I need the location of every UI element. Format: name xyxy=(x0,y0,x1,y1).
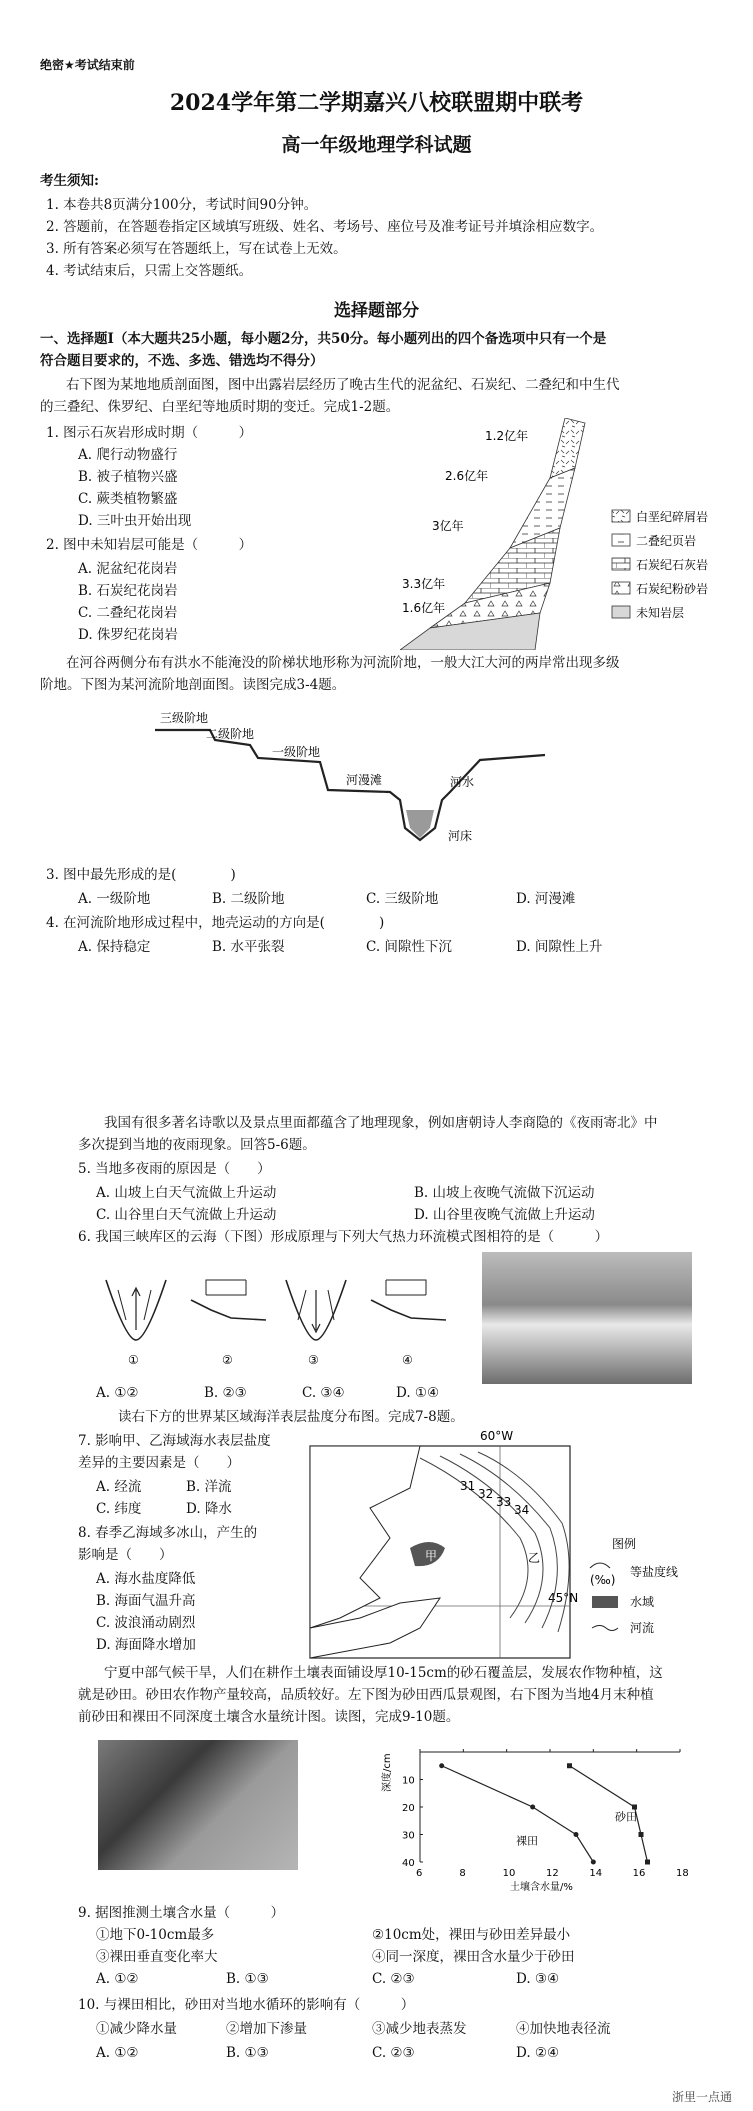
data-point xyxy=(567,1763,572,1768)
x-tick-label: 8 xyxy=(459,1868,466,1879)
option: D. 山谷里夜晚气流做上升运动 xyxy=(414,1207,595,1223)
question-stem: 8. 春季乙海域多冰山，产生的 xyxy=(78,1525,258,1541)
option: B. 洋流 xyxy=(186,1479,232,1495)
notice-heading: 考生须知: xyxy=(40,173,99,189)
diagram-label: ④ xyxy=(402,1353,413,1367)
intro-text: 的三叠纪、侏罗纪、白垩纪等地质时期的变迁。完成1-2题。 xyxy=(40,399,400,415)
question-stem: 差异的主要因素是（ ） xyxy=(78,1455,240,1471)
diagram-label: ① xyxy=(128,1353,139,1367)
circulation-diagram-1 xyxy=(106,1280,166,1367)
x-tick-label: 10 xyxy=(502,1868,516,1879)
layer-cretaceous xyxy=(550,418,585,478)
option: A. ①② xyxy=(96,1971,139,1987)
legend-isoline-symbol xyxy=(590,1563,610,1568)
option: D. 河漫滩 xyxy=(516,891,576,907)
option: D. 间隙性上升 xyxy=(516,939,603,955)
isoline-value: 34 xyxy=(514,1503,530,1517)
river-water-shape xyxy=(406,810,434,838)
circulation-diagram-4 xyxy=(371,1280,446,1367)
circulation-diagram-3 xyxy=(286,1280,346,1367)
intro-text: 就是砂田。砂田农作物产量较高，品质较好。左下图为砂田西瓜景观图，右下图为当地4月末种植 xyxy=(78,1687,654,1703)
option: A. 一级阶地 xyxy=(78,891,151,907)
intro-text: 我国有很多著名诗歌以及景点里面都蕴含了地理现象，例如唐朝诗人李商隐的《夜雨寄北》中 xyxy=(104,1115,658,1131)
region-label: 乙 xyxy=(528,1551,541,1565)
watermelon-sand-field-photo xyxy=(98,1740,298,1870)
series-label: 砂田 xyxy=(615,1810,637,1824)
question-stem: 5. 当地多夜雨的原因是（ ） xyxy=(78,1161,271,1177)
intro-text: 宁夏中部气候干旱，人们在耕作土壤表面铺设厚10-15cm的砂石覆盖层，发展农作物种植，这 xyxy=(104,1665,663,1681)
legend-label: 石炭纪石灰岩 xyxy=(636,558,709,572)
question-stem: 7. 影响甲、乙海域海水表层盐度 xyxy=(78,1433,271,1449)
salinity-map xyxy=(300,1428,700,1664)
question-stem: 2. 图中未知岩层可能是（ ） xyxy=(46,537,253,553)
series-line-裸田 xyxy=(442,1766,594,1862)
choice: ①减少降水量 xyxy=(96,2021,177,2037)
intro-text: 读右下方的世界某区域海洋表层盐度分布图。完成7-8题。 xyxy=(118,1409,464,1425)
choice: ①地下0-10cm最多 xyxy=(96,1927,215,1943)
section-instruction: 一、选择题Ⅰ（本大题共25小题，每小题2分，共50分。每小题列出的四个备选项中只有一个是 xyxy=(40,331,607,347)
question-stem: 1. 图示石灰岩形成时期（ ） xyxy=(46,425,253,441)
circulation-diagram-2 xyxy=(191,1280,266,1367)
terrace-label: 河床 xyxy=(448,829,473,843)
notice-item: 4. 考试结束后，只需上交答题纸。 xyxy=(46,263,253,279)
y-tick-label: 30 xyxy=(402,1830,415,1842)
option: B. 二级阶地 xyxy=(212,891,285,907)
option: B. ①③ xyxy=(226,2045,269,2061)
option: A. 保持稳定 xyxy=(78,939,151,955)
longitude-label: 60°W xyxy=(480,1429,514,1443)
question-stem: 4. 在河流阶地形成过程中，地壳运动的方向是( ) xyxy=(46,915,385,931)
legend-unit: (‰) xyxy=(590,1573,616,1587)
intro-text: 在河谷两侧分布有洪水不能淹没的阶梯状地形称为河流阶地，一般大江大河的两岸常出现多级 xyxy=(66,655,620,671)
section-instruction: 符合题目要求的，不选、多选、错选均不得分） xyxy=(40,353,324,369)
age-label: 3亿年 xyxy=(432,519,464,533)
legend-swatch xyxy=(612,558,630,570)
option: D. 降水 xyxy=(186,1501,232,1517)
sea-of-clouds-photo xyxy=(482,1252,692,1384)
option: C. 纬度 xyxy=(96,1501,142,1517)
option: B. 山坡上夜晚气流做下沉运动 xyxy=(414,1185,595,1201)
intro-text: 阶地。下图为某河流阶地剖面图。读图完成3-4题。 xyxy=(40,677,346,693)
x-tick-label: 6 xyxy=(416,1868,423,1879)
intro-text: 右下图为某地地质剖面图，图中出露岩层经历了晚古生代的泥盆纪、石炭纪、二叠纪和中生代 xyxy=(66,377,620,393)
legend-water-swatch xyxy=(592,1596,618,1608)
terrace-label: 三级阶地 xyxy=(160,711,209,725)
region-label: 甲 xyxy=(425,1549,438,1563)
option: C. 波浪涌动剧烈 xyxy=(96,1615,196,1631)
intro-text: 前砂田和裸田不同深度土壤含水量统计图。读图，完成9-10题。 xyxy=(78,1709,460,1725)
legend-label: 水域 xyxy=(630,1595,655,1609)
legend-label: 石炭纪粉砂岩 xyxy=(636,582,709,596)
latitude-label: 45°N xyxy=(548,1591,579,1605)
legend-label: 河流 xyxy=(630,1621,655,1635)
choice: ④加快地表径流 xyxy=(516,2021,611,2037)
data-point xyxy=(639,1832,644,1837)
option: C. 蕨类植物繁盛 xyxy=(78,491,178,507)
isoline-value: 31 xyxy=(460,1479,476,1493)
option: B. 海面气温升高 xyxy=(96,1593,196,1609)
y-tick-label: 10 xyxy=(402,1775,415,1787)
option: C. 二叠纪花岗岩 xyxy=(78,605,178,621)
x-tick-label: 14 xyxy=(589,1868,603,1879)
option: B. 石炭纪花岗岩 xyxy=(78,583,178,599)
choice: ②增加下渗量 xyxy=(226,2021,307,2037)
option: B. ②③ xyxy=(204,1385,247,1401)
question-stem: 10. 与裸田相比，砂田对当地水循环的影响有（ ） xyxy=(78,1997,415,2013)
legend-swatch xyxy=(612,582,630,594)
y-tick-label: 20 xyxy=(402,1803,415,1814)
option: C. 山谷里白天气流做上升运动 xyxy=(96,1207,277,1223)
legend-river-symbol xyxy=(592,1626,618,1631)
option: A. 爬行动物盛行 xyxy=(78,447,178,463)
option: D. 三叶虫开始出现 xyxy=(78,513,192,529)
question-stem: 影响是（ ） xyxy=(78,1547,173,1563)
legend-swatch xyxy=(612,606,630,618)
circulation-diagrams xyxy=(96,1260,456,1370)
option: D. ②④ xyxy=(516,2045,560,2061)
option: C. ③④ xyxy=(302,1385,345,1401)
river-terrace-figure xyxy=(150,700,550,860)
notice-item: 1. 本卷共8页满分100分，考试时间90分钟。 xyxy=(46,197,318,213)
choice: ②10cm处，裸田与砂田差异最小 xyxy=(372,1927,571,1943)
option: D. 侏罗纪花岗岩 xyxy=(78,627,178,643)
option: A. ①② xyxy=(96,2045,139,2061)
data-point xyxy=(574,1832,579,1837)
x-axis-label: 土壤含水量/% xyxy=(510,1882,573,1892)
legend-label: 白垩纪碎屑岩 xyxy=(636,510,709,524)
y-axis-label: 深度/cm xyxy=(382,1753,393,1792)
data-point xyxy=(632,1805,637,1810)
geologic-section-figure xyxy=(400,418,720,650)
age-label: 1.2亿年 xyxy=(485,429,529,443)
option: D. ①④ xyxy=(396,1385,440,1401)
option: A. 海水盐度降低 xyxy=(96,1571,196,1587)
series-label: 裸田 xyxy=(516,1834,538,1848)
data-point xyxy=(591,1860,596,1865)
age-label: 3.3亿年 xyxy=(402,577,446,591)
option: C. ②③ xyxy=(372,2045,415,2061)
notice-item: 3. 所有答案必须写在答题纸上，写在试卷上无效。 xyxy=(46,241,347,257)
watermark: 浙里一点通 xyxy=(672,2090,733,2104)
exam-subtitle: 高一年级地理学科试题 xyxy=(281,134,472,156)
diagram-label: ② xyxy=(222,1353,233,1367)
data-point xyxy=(439,1763,444,1768)
option: D. 海面降水增加 xyxy=(96,1637,196,1653)
isoline-value: 33 xyxy=(496,1495,512,1509)
question-stem: 6. 我国三峡库区的云海（下图）形成原理与下列大气热力环流模式图相符的是（ ） xyxy=(78,1229,609,1245)
data-point xyxy=(530,1805,535,1810)
legend-swatch xyxy=(612,510,630,522)
option: B. 被子植物兴盛 xyxy=(78,469,178,485)
option: A. 山坡上白天气流做上升运动 xyxy=(96,1185,277,1201)
notice-item: 2. 答题前，在答题卷指定区域填写班级、姓名、考场号、座位号及准考证号并填涂相应数字。 xyxy=(46,219,604,235)
option: B. ①③ xyxy=(226,1971,269,1987)
terrace-label: 河漫滩 xyxy=(346,773,383,787)
x-tick-label: 18 xyxy=(676,1868,689,1879)
x-tick-label: 12 xyxy=(546,1868,559,1879)
y-tick-label: 40 xyxy=(402,1858,415,1869)
option: D. ③④ xyxy=(516,1971,560,1987)
choice: ③减少地表蒸发 xyxy=(372,2021,467,2037)
terrace-label: 河水 xyxy=(450,775,475,789)
section-title: 选择题部分 xyxy=(334,301,419,321)
legend-swatch xyxy=(612,534,630,546)
legend-label: 未知岩层 xyxy=(636,606,685,620)
soil-moisture-chart xyxy=(380,1742,690,1892)
choice: ④同一深度，裸田含水量少于砂田 xyxy=(372,1949,575,1965)
age-label: 2.6亿年 xyxy=(445,469,489,483)
isoline-value: 32 xyxy=(478,1487,494,1501)
legend-title: 图例 xyxy=(612,1537,637,1551)
option: C. 间隙性下沉 xyxy=(366,939,452,955)
question-stem: 9. 据图推测土壤含水量（ ） xyxy=(78,1905,285,1921)
diagram-label: ③ xyxy=(308,1353,319,1367)
legend-label: 等盐度线 xyxy=(630,1565,679,1579)
legend-label: 二叠纪页岩 xyxy=(636,534,697,548)
option: A. ①② xyxy=(96,1385,139,1401)
terrace-label: 一级阶地 xyxy=(272,745,321,759)
option: B. 水平张裂 xyxy=(212,939,285,955)
option: C. 三级阶地 xyxy=(366,891,439,907)
option: A. 经流 xyxy=(96,1479,142,1495)
age-label: 1.6亿年 xyxy=(402,601,446,615)
option: A. 泥盆纪花岗岩 xyxy=(78,561,178,577)
choice: ③裸田垂直变化率大 xyxy=(96,1949,218,1965)
secret-label: 绝密★考试结束前 xyxy=(40,58,135,72)
x-tick-label: 16 xyxy=(632,1868,646,1879)
option: C. ②③ xyxy=(372,1971,415,1987)
question-stem: 3. 图中最先形成的是( ) xyxy=(46,867,236,883)
terrace-label: 二级阶地 xyxy=(206,727,255,741)
exam-title: 2024学年第二学期嘉兴八校联盟期中联考 xyxy=(169,90,584,116)
intro-text: 多次提到当地的夜雨现象。回答5-6题。 xyxy=(78,1137,316,1153)
data-point xyxy=(645,1860,650,1865)
